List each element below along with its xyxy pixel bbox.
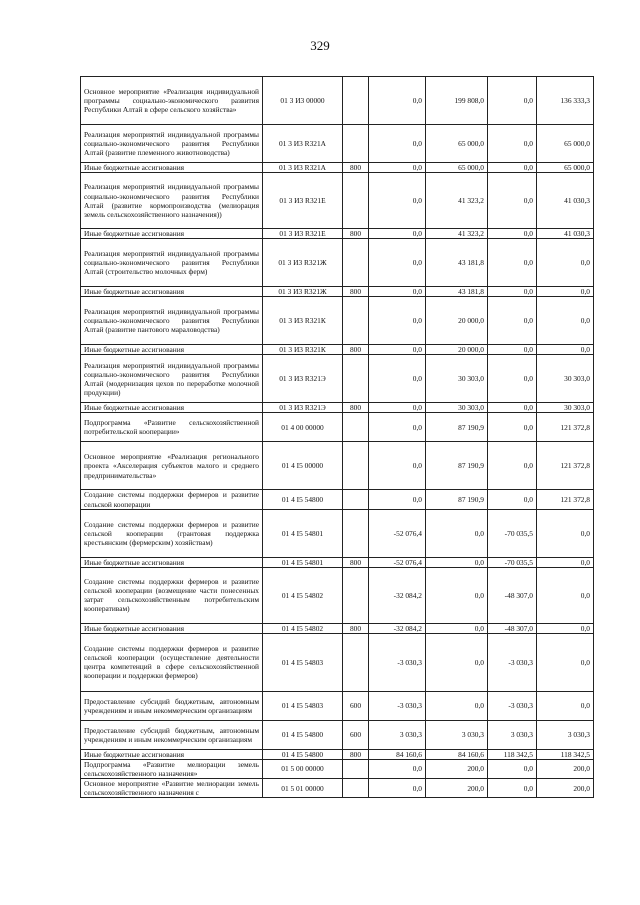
amount-cell-3: 0,0 [488,125,537,163]
table-row [81,691,594,720]
program-name-cell: Реализация мероприятий индивидуальной программы социально-экономического развития Республики Алтай (строительство молочных ферм) [81,239,263,287]
program-name-cell: Основное мероприятие «Реализация индивидуальной программы социально-экономического развития Республики Алтай в сфере сельского хозяйства» [81,77,263,125]
amount-cell-3: 0,0 [488,403,537,413]
amount-cell-2: 30 303,0 [426,403,488,413]
amount-cell-4: 3 030,3 [537,720,594,749]
program-name-cell: Создание системы поддержки фермеров и развитие сельской кооперации (осуществление деятельности центра компетенций в сфере сельскохозяйственной кооперации и поддержки фермеров) [81,633,263,691]
amount-cell-4: 0,0 [537,239,594,287]
table-row [81,442,594,490]
target-code-cell: 01 4 I5 54800 [263,749,343,759]
program-name-cell: Реализация мероприятий индивидуальной программы социально-экономического развития Республики Алтай (модернизация цехов по переработке молочной продукции) [81,355,263,403]
amount-cell-4: 0,0 [537,557,594,567]
amount-cell-4: 0,0 [537,623,594,633]
amount-cell-3: -70 035,5 [488,557,537,567]
amount-cell-2: 20 000,0 [426,345,488,355]
amount-cell-3: -3 030,3 [488,691,537,720]
table-row [81,490,594,509]
table-row [81,77,594,125]
expense-type-cell: 800 [343,557,369,567]
amount-cell-3: 0,0 [488,355,537,403]
amount-cell-1: -3 030,3 [369,691,426,720]
target-code-cell: 01 4 I5 54802 [263,623,343,633]
target-code-cell: 01 3 И3 R321К [263,345,343,355]
expense-type-cell: 600 [343,691,369,720]
amount-cell-4: 0,0 [537,567,594,623]
amount-cell-2: 87 190,9 [426,490,488,509]
program-name-cell: Создание системы поддержки фермеров и развитие сельской кооперации (грантовая поддержка крестьянским (фермерским) хозяйствам) [81,509,263,557]
table-row [81,239,594,287]
amount-cell-3: -48 307,0 [488,623,537,633]
table-row [81,633,594,691]
target-code-cell: 01 4 I5 54801 [263,557,343,567]
target-code-cell: 01 4 I5 54802 [263,567,343,623]
program-name-cell: Реализация мероприятий индивидуальной программы социально-экономического развития Республики Алтай (развитие кормопроизводства (мелиорация земель сельскохозяйственного назначения)) [81,173,263,229]
amount-cell-2: 200,0 [426,779,488,798]
amount-cell-4: 118 342,5 [537,749,594,759]
expense-type-cell [343,77,369,125]
program-name-cell: Иные бюджетные ассигнования [81,229,263,239]
amount-cell-4: 0,0 [537,297,594,345]
amount-cell-1: -52 076,4 [369,557,426,567]
amount-cell-1: 0,0 [369,355,426,403]
amount-cell-2: 20 000,0 [426,297,488,345]
amount-cell-4: 136 333,3 [537,77,594,125]
amount-cell-4: 41 030,3 [537,229,594,239]
target-code-cell: 01 4 00 00000 [263,413,343,442]
amount-cell-1: 0,0 [369,490,426,509]
table-row [81,759,594,778]
amount-cell-2: 87 190,9 [426,442,488,490]
expense-type-cell: 800 [343,163,369,173]
target-code-cell: 01 3 И3 R321К [263,297,343,345]
expense-type-cell [343,297,369,345]
expense-type-cell [343,490,369,509]
amount-cell-2: 84 160,6 [426,749,488,759]
page-number: 329 [310,38,330,53]
target-code-cell: 01 5 00 00000 [263,759,343,778]
amount-cell-1: 0,0 [369,239,426,287]
amount-cell-3: 0,0 [488,173,537,229]
expense-type-cell [343,567,369,623]
expense-type-cell: 800 [343,287,369,297]
amount-cell-2: 0,0 [426,509,488,557]
amount-cell-3: 0,0 [488,77,537,125]
amount-cell-1: 0,0 [369,403,426,413]
amount-cell-4: 0,0 [537,345,594,355]
expense-type-cell [343,509,369,557]
amount-cell-2: 0,0 [426,567,488,623]
amount-cell-3: -3 030,3 [488,633,537,691]
target-code-cell: 01 4 I5 54803 [263,633,343,691]
amount-cell-2: 0,0 [426,623,488,633]
amount-cell-2: 41 323,2 [426,229,488,239]
amount-cell-1: -52 076,4 [369,509,426,557]
amount-cell-1: 84 160,6 [369,749,426,759]
program-name-cell: Реализация мероприятий индивидуальной программы социально-экономического развития Республики Алтай (развитие пантового мараловодства) [81,297,263,345]
program-name-cell: Предоставление субсидий бюджетным, автономным учреждениям и иным некоммерческим организациям [81,720,263,749]
amount-cell-1: 0,0 [369,173,426,229]
program-name-cell: Подпрограмма «Развитие сельскохозяйственной потребительской кооперации» [81,413,263,442]
table-row [81,749,594,759]
amount-cell-1: 0,0 [369,163,426,173]
program-name-cell: Иные бюджетные ассигнования [81,557,263,567]
program-name-cell: Иные бюджетные ассигнования [81,403,263,413]
amount-cell-1: 0,0 [369,442,426,490]
target-code-cell: 01 4 I5 00000 [263,442,343,490]
amount-cell-1: 0,0 [369,77,426,125]
expense-type-cell: 800 [343,229,369,239]
expense-type-cell: 800 [343,345,369,355]
table-row [81,173,594,229]
table-row [81,623,594,633]
budget-table [80,76,594,798]
expense-type-cell: 800 [343,623,369,633]
amount-cell-3: 0,0 [488,239,537,287]
table-row [81,779,594,798]
target-code-cell: 01 3 И3 R321Ж [263,239,343,287]
amount-cell-3: 118 342,5 [488,749,537,759]
amount-cell-4: 0,0 [537,287,594,297]
amount-cell-1: -32 084,2 [369,623,426,633]
amount-cell-2: 41 323,2 [426,173,488,229]
amount-cell-1: 0,0 [369,413,426,442]
program-name-cell: Реализация мероприятий индивидуальной программы социально-экономического развития Республики Алтай (развитие племенного животноводства) [81,125,263,163]
target-code-cell: 01 3 И3 R321Э [263,403,343,413]
target-code-cell: 01 5 01 00000 [263,779,343,798]
table-row [81,355,594,403]
expense-type-cell: 800 [343,403,369,413]
amount-cell-1: -32 084,2 [369,567,426,623]
amount-cell-4: 0,0 [537,509,594,557]
program-name-cell: Иные бюджетные ассигнования [81,163,263,173]
program-name-cell: Иные бюджетные ассигнования [81,287,263,297]
program-name-cell: Создание системы поддержки фермеров и развитие сельской кооперации (возмещение части понесенных затрат сельскохозяйственным потребительским кооперативам) [81,567,263,623]
table-row [81,297,594,345]
table-row [81,413,594,442]
table-row [81,287,594,297]
target-code-cell: 01 4 I5 54800 [263,490,343,509]
table-row [81,125,594,163]
amount-cell-3: 0,0 [488,297,537,345]
amount-cell-4: 41 030,3 [537,173,594,229]
target-code-cell: 01 3 И3 R321Ж [263,287,343,297]
amount-cell-4: 200,0 [537,759,594,778]
program-name-cell: Основное мероприятие «Развитие мелиорации земель сельскохозяйственного назначения с [81,779,263,798]
target-code-cell: 01 3 И3 00000 [263,77,343,125]
amount-cell-3: 0,0 [488,287,537,297]
target-code-cell: 01 3 И3 R321Э [263,355,343,403]
amount-cell-2: 0,0 [426,633,488,691]
amount-cell-2: 199 808,0 [426,77,488,125]
program-name-cell: Основное мероприятие «Реализация регионального проекта «Акселерация субъектов малого и среднего предпринимательства» [81,442,263,490]
table-row [81,509,594,557]
amount-cell-1: 3 030,3 [369,720,426,749]
amount-cell-2: 0,0 [426,691,488,720]
amount-cell-2: 200,0 [426,759,488,778]
amount-cell-1: 0,0 [369,229,426,239]
amount-cell-1: 0,0 [369,125,426,163]
amount-cell-4: 65 000,0 [537,125,594,163]
target-code-cell: 01 4 I5 54801 [263,509,343,557]
amount-cell-3: 3 030,3 [488,720,537,749]
table-row [81,403,594,413]
amount-cell-3: 0,0 [488,345,537,355]
amount-cell-1: 0,0 [369,759,426,778]
expense-type-cell: 800 [343,749,369,759]
amount-cell-3: 0,0 [488,413,537,442]
program-name-cell: Иные бюджетные ассигнования [81,749,263,759]
amount-cell-3: 0,0 [488,759,537,778]
expense-type-cell: 600 [343,720,369,749]
program-name-cell: Иные бюджетные ассигнования [81,345,263,355]
amount-cell-2: 0,0 [426,557,488,567]
amount-cell-3: 0,0 [488,163,537,173]
amount-cell-4: 121 372,8 [537,442,594,490]
amount-cell-1: 0,0 [369,297,426,345]
target-code-cell: 01 3 И3 R321Е [263,229,343,239]
amount-cell-3: 0,0 [488,490,537,509]
expense-type-cell [343,779,369,798]
amount-cell-2: 43 181,8 [426,239,488,287]
amount-cell-3: -48 307,0 [488,567,537,623]
expense-type-cell [343,173,369,229]
amount-cell-1: -3 030,3 [369,633,426,691]
amount-cell-3: 0,0 [488,442,537,490]
expense-type-cell [343,759,369,778]
table-row [81,567,594,623]
amount-cell-4: 121 372,8 [537,490,594,509]
table-row [81,720,594,749]
program-name-cell: Создание системы поддержки фермеров и развитие сельской кооперации [81,490,263,509]
target-code-cell: 01 3 И3 R321A [263,125,343,163]
amount-cell-3: 0,0 [488,229,537,239]
amount-cell-1: 0,0 [369,287,426,297]
amount-cell-4: 200,0 [537,779,594,798]
amount-cell-3: -70 035,5 [488,509,537,557]
amount-cell-4: 30 303,0 [537,355,594,403]
table-row [81,163,594,173]
amount-cell-4: 0,0 [537,633,594,691]
amount-cell-1: 0,0 [369,779,426,798]
program-name-cell: Подпрограмма «Развитие мелиорации земель сельскохозяйственного назначения» [81,759,263,778]
amount-cell-2: 65 000,0 [426,125,488,163]
amount-cell-3: 0,0 [488,779,537,798]
expense-type-cell [343,442,369,490]
expense-type-cell [343,355,369,403]
expense-type-cell [343,125,369,163]
target-code-cell: 01 4 I5 54800 [263,720,343,749]
amount-cell-4: 0,0 [537,691,594,720]
amount-cell-2: 87 190,9 [426,413,488,442]
program-name-cell: Предоставление субсидий бюджетным, автономным учреждениям и иным некоммерческим организациям [81,691,263,720]
table-row [81,557,594,567]
target-code-cell: 01 3 И3 R321Е [263,173,343,229]
amount-cell-4: 30 303,0 [537,403,594,413]
target-code-cell: 01 4 I5 54803 [263,691,343,720]
expense-type-cell [343,633,369,691]
expense-type-cell [343,413,369,442]
expense-type-cell [343,239,369,287]
table-row [81,229,594,239]
target-code-cell: 01 3 И3 R321A [263,163,343,173]
amount-cell-4: 121 372,8 [537,413,594,442]
table-row [81,345,594,355]
amount-cell-2: 30 303,0 [426,355,488,403]
amount-cell-4: 65 000,0 [537,163,594,173]
amount-cell-1: 0,0 [369,345,426,355]
amount-cell-2: 43 181,8 [426,287,488,297]
amount-cell-2: 65 000,0 [426,163,488,173]
program-name-cell: Иные бюджетные ассигнования [81,623,263,633]
amount-cell-2: 3 030,3 [426,720,488,749]
